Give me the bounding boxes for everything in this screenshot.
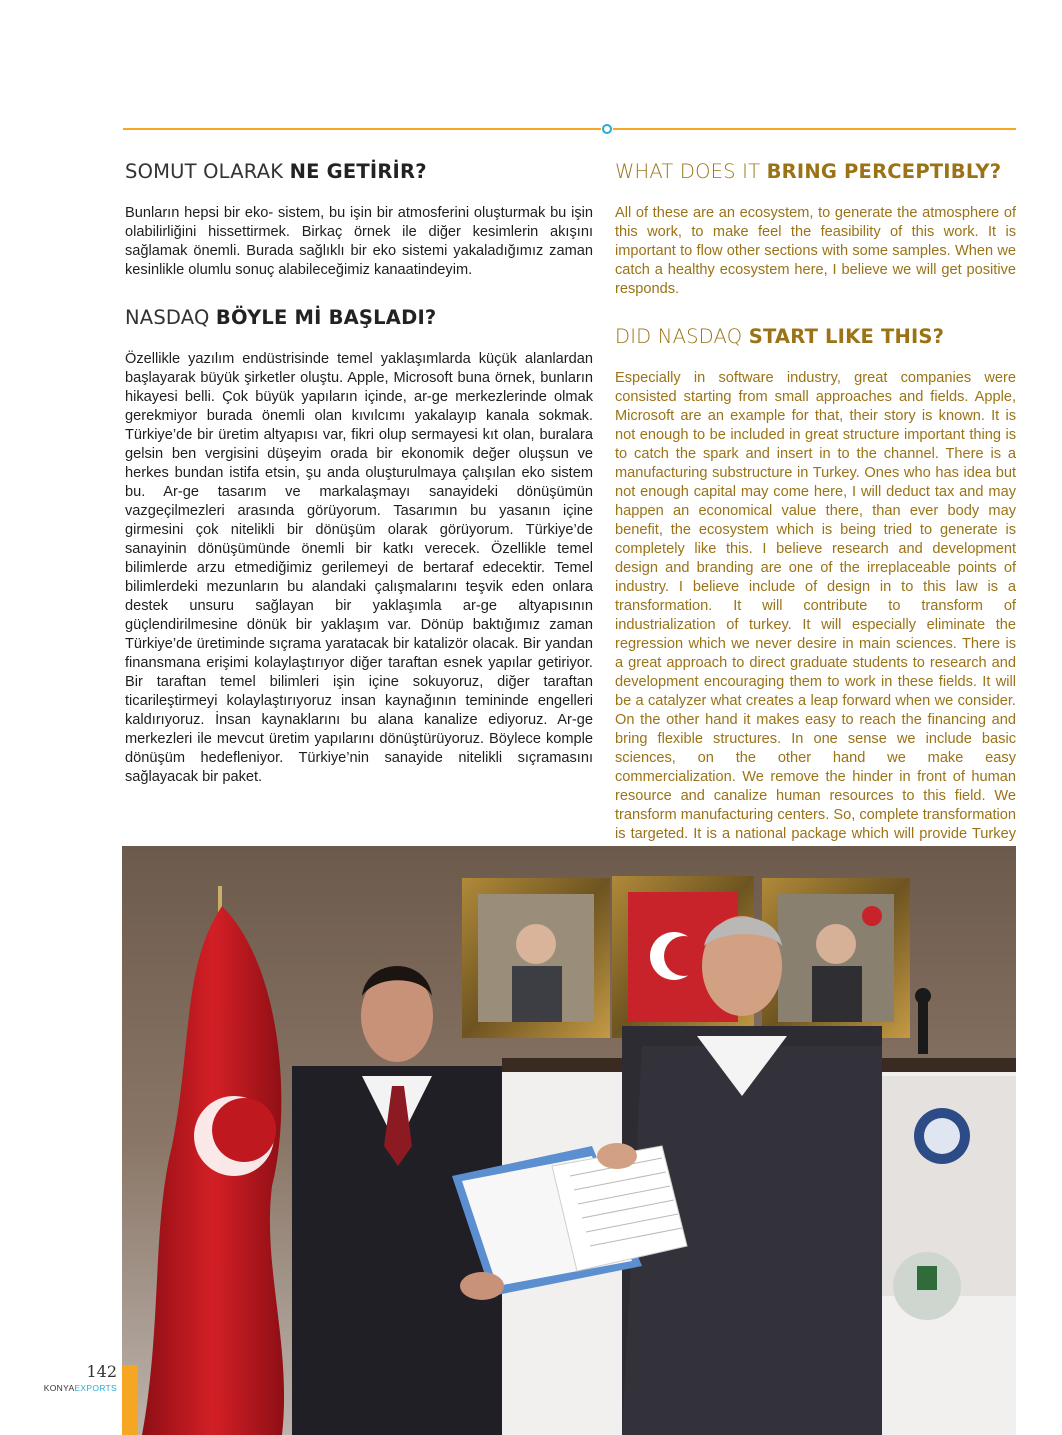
paragraph-1: Bunların hepsi bir eko- sistem, bu işin bir atmosferini oluşturmak bu işin olabilirliğini hissettirmek. Birkaç örnek ile diğer kesimlerin akışını sağlamak önemli. Burada sağlıklı bir eko sistemi yakaladığımız zaman kesinlikle olumlu sonuç alabileceğimiz kanaatindeyim. (125, 205, 593, 278)
heading-light: NASDAQ (125, 306, 216, 329)
heading-bold: START LIKE THIS? (748, 325, 945, 348)
page-number: 142 (86, 1362, 117, 1381)
heading-what-does-it-bring (615, 158, 1016, 186)
handshake-photo (122, 846, 1016, 1435)
top-rule-left (123, 128, 601, 130)
brand-part-2: EXPORTS (74, 1383, 117, 1393)
turkish-column (125, 158, 593, 787)
top-rule-right (613, 128, 1016, 130)
brand-name (20, 1383, 117, 1393)
heading-did-nasdaq-start (615, 323, 1016, 351)
english-column (615, 158, 1016, 863)
heading-bold: NE GETİRİR? (289, 160, 427, 183)
top-rule-circle-icon (602, 124, 612, 134)
paragraph-1: All of these are an ecosystem, to generate the atmosphere of this work, to make feel the feasibility of this work. It is important to flow other sections with some samples. When we catch a healthy ecosystem here, I believe we will get positive responds. (615, 205, 1016, 297)
heading-nasdaq-boyle-mi (125, 304, 593, 332)
heading-light: SOMUT OLARAK (125, 160, 290, 183)
paragraph-2: Özellikle yazılım endüstrisinde temel yaklaşımlarda küçük alanlardan başlayarak büyük şirketler oluştu. Apple, Microsoft buna örnek, bunların hikayesi belli. Çok büyük yapıların içinde, ar-ge merkezlerinde olmak gerekmiyor burada önemli olan kıvılcımı yakalayıp kanala sokmak. Türkiye’de bir üretim altyapısı var, fikri olup sermayesi kıt olan, buralara gelsin ben vergisini düşeyim orada bir ekonomik değer oluşsun ve herkes bundan istifa etsin, şu anda oluşturulmaya çalışılan eko sistem bu. Ar-ge tasarım ve markalaşmayı sanayideki dönüşümün vazgeçilmezleri arasında görüyorum. Tasarımın bu yasanın içine girmesini çok nitelikli bir dönüşüm olarak görüyorum. Türkiye’de sanayinin dönüşümünde önemli bir katkı verecek. Özellikle temel bilimlerde arzu etmediğimiz gerilemeyi de bertaraf edecektir. Temel bilimlerdeki mezunların bu alandaki çalışmalarını teşvik eden onlara destek unsuru sağlayan bir yaklaşımla ar-ge altyapısının güçlendirilmesine dönük bir yaklaşım var. Dönüp baktığımız zaman Türkiye’de üretiminde sıçrama yaratacak bir katalizör olacak. Bir yandan finansmana erişimi kolaylaştırıyor diğer taraftan esnek yapılar getiriyor. Bir taraftan temel bilimleri işin içine sokuyoruz, diğer taraftan ticarileştirmeyi kolaylaştırıyoruz insan kaynağının temininde engelleri kaldırıyoruz. İnsan kaynaklarını bu alana kanalize ediyoruz. Ar-ge merkezleri ile mevcut üretim yapılarını dönüştürüyoruz. Böylece komple dönüşüm hedefleniyor. Türkiye’nin sanayide nitelikli sıçramasını sağlayacak bir paket. (125, 351, 593, 785)
heading-bold: BÖYLE Mİ BAŞLADI? (215, 306, 437, 329)
paragraph-2: Especially in software industry, great companies were consisted starting from small approaches and fields. Apple, Microsoft are an example for that, their story is known. It is not enough to be included in great structure important thing is to catch the spark and insert in to the channel. There is a manufacturing substructure in Turkey. Ones who has idea but not enough capital may come here, I will deduct tax and may happen an economical value there, than ever body may benefit, the ecosystem which is being tried to generate is completely like this. I believe research and development design and branding are one of the irreplaceable points of industry. I believe include of design in to this law is a transformation. It will contribute to transform of industrialization of turkey. It will especially eliminate the regression which we never desire in main sciences. There is a great approach to direct graduate students to research and development encouraging them to work in these fields. It will be a catalyzer what creates a leap forward when we consider. On the other hand it makes easy to reach the financing and bring flexible structures. In one sense we include basic sciences, on the other hand we make easy commercialization. We remove the hinder in front of human resource and canalize human resources to this field. We transform manufacturing centers. So, complete transformation is targeted. It is a national package which will provide Turkey (615, 370, 1016, 842)
heading-light: WHAT DOES IT (615, 160, 767, 183)
heading-light: DID NASDAQ (615, 325, 749, 348)
footer-accent-bar (122, 1365, 138, 1435)
brand-part-1: KONYA (43, 1383, 75, 1393)
heading-ne-getirir (125, 158, 593, 186)
heading-bold: BRING PERCEPTIBLY? (766, 160, 1002, 183)
